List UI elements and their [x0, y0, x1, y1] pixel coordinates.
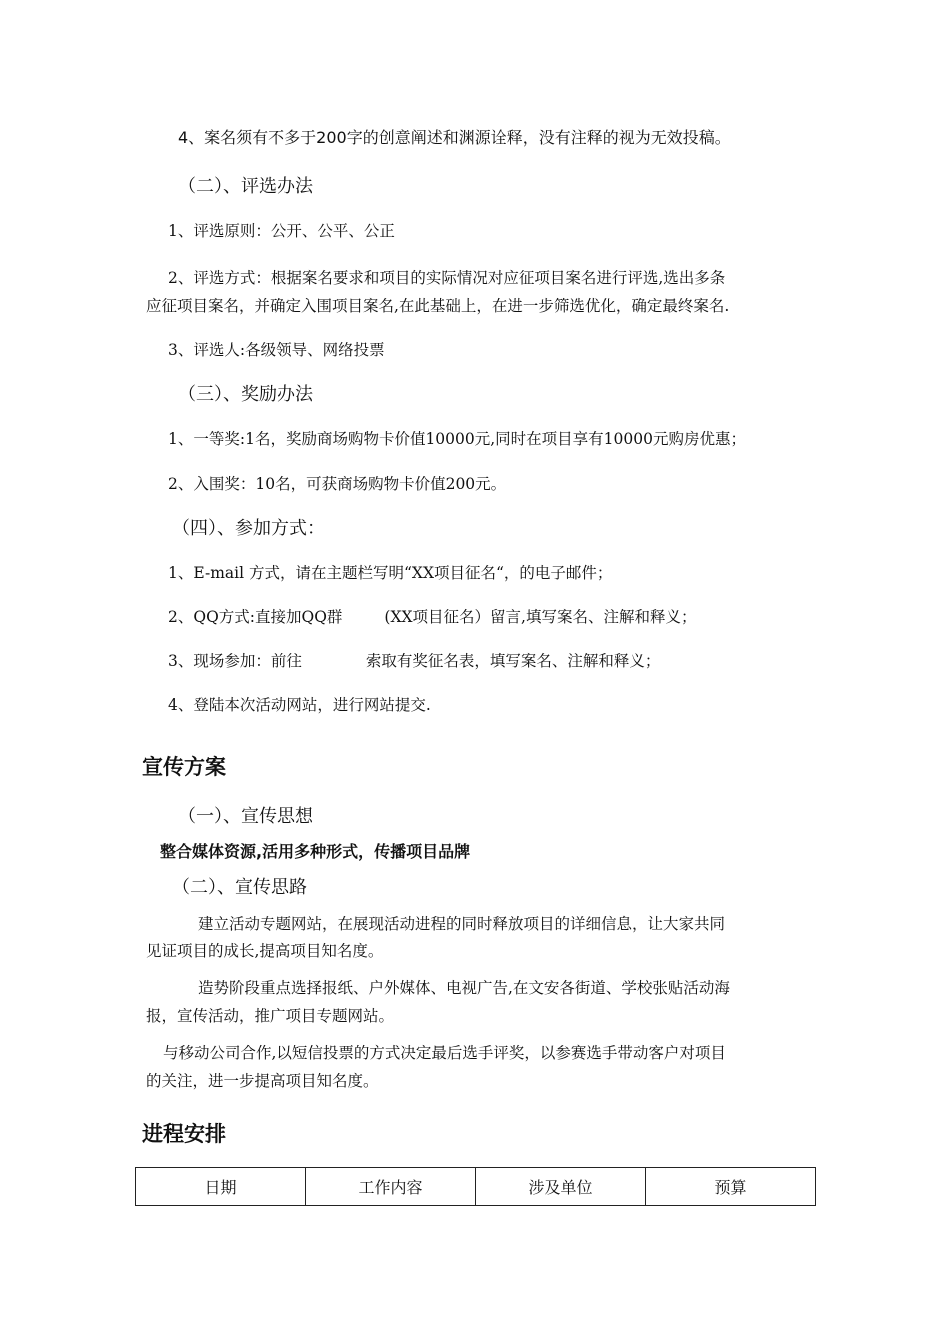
schedule-header-date: 日期 — [136, 1168, 306, 1206]
promotion-paragraph-1-line-1: 建立活动专题网站，在展现活动进程的同时释放项目的详细信息，让大家共同 — [198, 915, 726, 933]
participation-item-3 — [168, 651, 660, 671]
promotion-idea-heading: （一）、宣传思想 — [178, 806, 313, 827]
evaluation-heading: （二）、评选办法 — [178, 176, 313, 197]
promotion-paragraph-1-line-2: 见证项目的成长,提高项目知名度。 — [146, 942, 384, 960]
participation-item-3-part-a: 3、现场参加：前往 — [168, 652, 302, 670]
participation-item-3-part-b: 索取有奖征名表，填写案名、注解和释义； — [365, 652, 661, 670]
participation-item-2 — [168, 607, 696, 627]
schedule-title: 进程安排 — [142, 1122, 226, 1146]
participation-item-4: 4、登陆本次活动网站，进行网站提交. — [168, 696, 431, 714]
participation-heading: （四）、参加方式： — [172, 518, 325, 539]
rewards-heading: （三）、奖励办法 — [178, 384, 313, 405]
evaluation-item-3: 3、评选人:各级领导、网络投票 — [168, 341, 385, 359]
promotion-approach-heading: （二）、宣传思路 — [172, 877, 307, 898]
schedule-header-budget: 预算 — [646, 1168, 816, 1206]
evaluation-item-2-line-1: 2、评选方式：根据案名要求和项目的实际情况对应征项目案名进行评选,选出多条 — [168, 269, 726, 287]
rewards-item-1: 1、一等奖:1名，奖励商场购物卡价值10000元,同时在项目享有10000元购房优惠； — [168, 430, 746, 448]
schedule-header-units-involved: 涉及单位 — [476, 1168, 646, 1206]
evaluation-item-2-line-2: 应征项目案名，并确定入围项目案名,在此基础上，在进一步筛选优化，确定最终案名. — [146, 297, 730, 315]
promotion-paragraph-3-line-1: 与移动公司合作,以短信投票的方式决定最后选手评奖，以参赛选手带动客户对项目 — [163, 1044, 726, 1062]
participation-item-2-part-a: 2、QQ方式:直接加QQ群 — [168, 608, 343, 626]
participation-item-1: 1、E-mail 方式，请在主题栏写明“XX项目征名“，的电子邮件； — [168, 564, 613, 582]
schedule-table — [135, 1167, 816, 1206]
schedule-header-row — [136, 1168, 816, 1206]
schedule-header-work-content: 工作内容 — [306, 1168, 476, 1206]
promotion-title: 宣传方案 — [142, 755, 226, 779]
participation-item-2-part-b: (XX项目征名）留言,填写案名、注解和释义； — [384, 608, 697, 626]
promotion-paragraph-2-line-2: 报，宣传活动，推广项目专题网站。 — [146, 1007, 395, 1025]
rewards-item-2: 2、入围奖：10名，可获商场购物卡价值200元。 — [168, 475, 507, 493]
promotion-paragraph-3-line-2: 的关注，进一步提高项目知名度。 — [146, 1072, 379, 1090]
promotion-paragraph-2-line-1: 造势阶段重点选择报纸、户外媒体、电视广告,在文安各街道、学校张贴活动海 — [198, 979, 730, 997]
evaluation-item-1: 1、评选原则：公开、公平、公正 — [168, 222, 395, 240]
rule-item-4: 4、案名须有不多于200字的创意阐述和渊源诠释，没有注释的视为无效投稿。 — [178, 128, 731, 147]
promotion-slogan: 整合媒体资源,活用多种形式，传播项目品牌 — [160, 842, 471, 861]
